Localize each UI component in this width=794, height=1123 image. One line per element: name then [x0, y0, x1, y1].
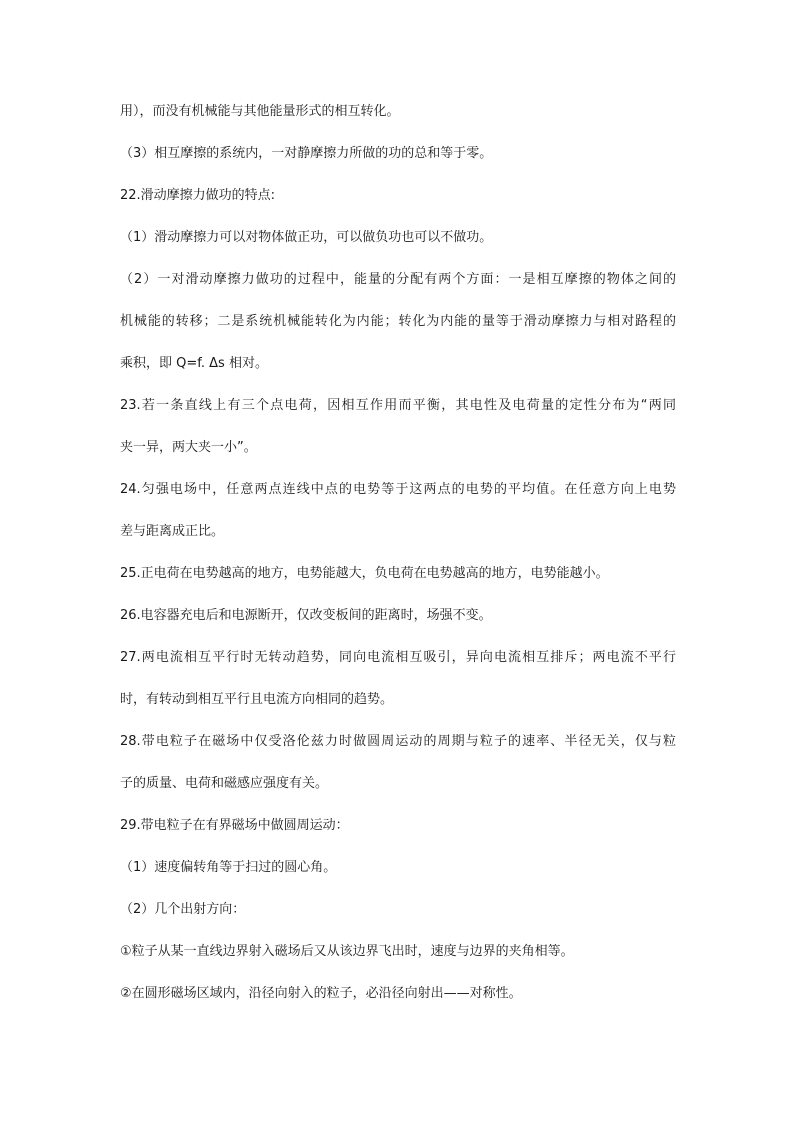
text-line: 27.两电流相互平行时无转动趋势，同向电流相互吸引，异向电流相互排斥；两电流不平行: [120, 650, 676, 665]
text-line: 机械能的转移；二是系统机械能转化为内能；转化为内能的量等于滑动摩擦力与相对路程的: [120, 314, 676, 329]
text-line: （3）相互摩擦的系统内，一对静摩擦力所做的功的总和等于零。: [120, 146, 493, 161]
text-line: 差与距离成正比。: [120, 524, 225, 539]
text-line: 夹一异，两大夹一小”。: [120, 440, 257, 455]
text-line: （1）滑动摩擦力可以对物体做正功，可以做负功也可以不做功。: [120, 230, 493, 245]
text-line: 24.匀强电场中，任意两点连线中点的电势等于这两点的电势的平均值。在任意方向上电势: [120, 482, 676, 497]
text-line: 子的质量、电荷和磁感应强度有关。: [120, 776, 329, 791]
text-line: 用），而没有机械能与其他能量形式的相互转化。: [120, 104, 400, 119]
text-line: ②在圆形磁场区域内，沿径向射入的粒子，必沿径向射出——对称性。: [120, 986, 522, 1001]
text-line: （2）几个出射方向：: [120, 902, 246, 917]
text-line: 25.正电荷在电势越高的地方，电势能越大，负电荷在电势越高的地方，电势能越小。: [120, 566, 609, 581]
text-line: （1）速度偏转角等于扫过的圆心角。: [120, 860, 337, 875]
text-line: 23.若一条直线上有三个点电荷，因相互作用而平衡，其电性及电荷量的定性分布为“两同: [120, 398, 676, 413]
text-line: 26.电容器充电后和电源断开，仅改变板间的距离时，场强不变。: [120, 608, 492, 623]
text-line: 28.带电粒子在磁场中仅受洛伦兹力时做圆周运动的周期与粒子的速率、半径无关，仅与粒: [120, 734, 676, 749]
text-line: 乘积，即 Q=f. Δs 相对。: [120, 356, 268, 371]
section-heading: 22.滑动摩擦力做功的特点:: [120, 188, 276, 203]
text-line: 时，有转动到相互平行且电流方向相同的趋势。: [120, 692, 394, 707]
text-line: （2）一对滑动摩擦力做功的过程中，能量的分配有两个方面：一是相互摩擦的物体之间的: [120, 272, 676, 287]
text-line: ①粒子从某一直线边界射入磁场后又从该边界飞出时，速度与边界的夹角相等。: [120, 944, 574, 959]
section-heading: 29.带电粒子在有界磁场中做圆周运动：: [120, 818, 349, 833]
